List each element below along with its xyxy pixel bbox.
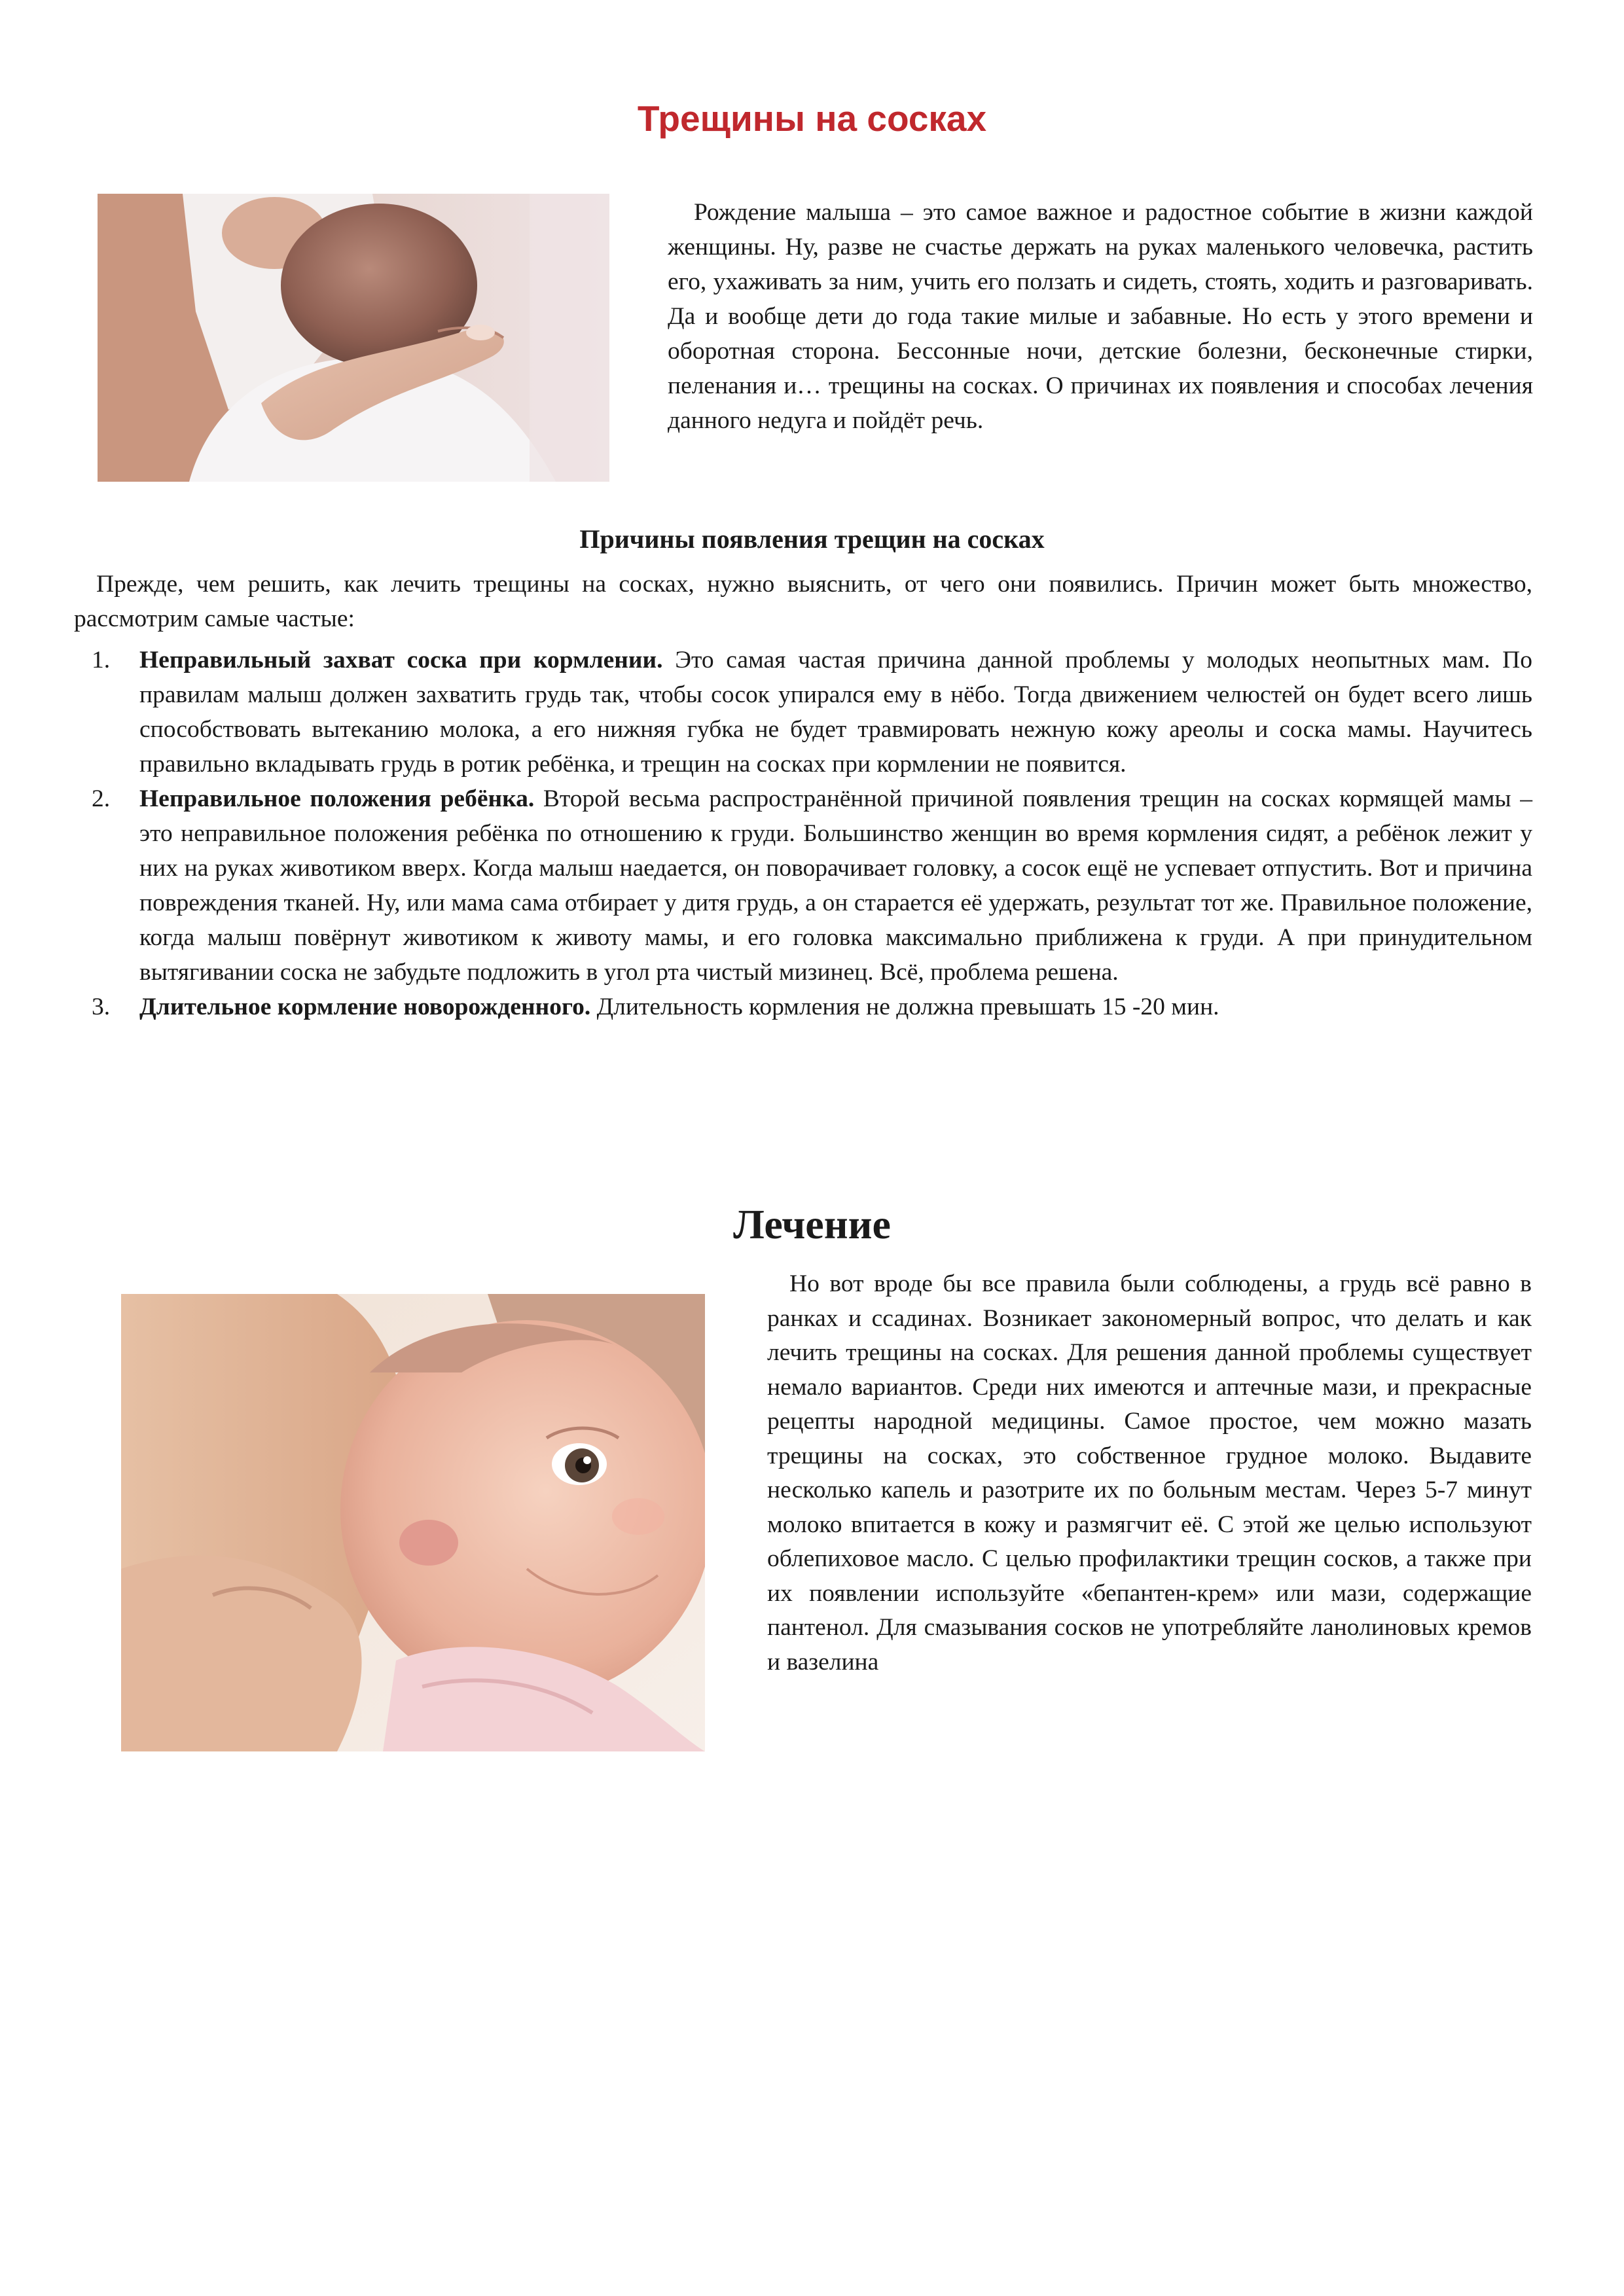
list-item-number: 1. xyxy=(92,647,111,673)
treatment-heading: Лечение xyxy=(733,1201,891,1247)
mother-holding-baby-photo xyxy=(98,194,609,482)
list-item-text: Второй весьма распространённой причиной появления трещин на сосках кормящей мамы – это неправильное положения ребёнка по отношению к груди. Большинство женщин во время кормления сидят, а ребёнок лежит у них на руках животиком вверх. Когда малыш наедается, он поворачивает головку, а сосок ещё не успевает отпустить. Вот и причина повреждения тканей. Ну, или мама сама отбирает у дитя грудь, а он старается её удержать, результат тот же. Правильное положение, когда малыш повёрнут животиком к животу мамы, и его головка максимально приближена к груди. А при принудительном вытягивании соска не забудьте подложить в угол рта чистый мизинец. Всё, проблема решена. xyxy=(139,785,1532,986)
causes-lead: Прежде, чем решить, как лечить трещины на сосках, нужно выяснить, от чего они появились. Причин может быть множество, рассмотрим самые частые: xyxy=(74,571,1532,632)
list-item-title: Неправильное положения ребёнка. xyxy=(139,785,535,812)
causes-list xyxy=(74,643,1532,1024)
list-item-number: 2. xyxy=(92,785,111,812)
list-item-title: Длительное кормление новорожденного. xyxy=(139,994,591,1020)
list-item xyxy=(74,643,1532,781)
list-item-number: 3. xyxy=(92,994,111,1020)
list-item xyxy=(74,990,1532,1024)
treatment-paragraph: Но вот вроде бы все правила были соблюдены, а грудь всё равно в ранках и ссадинах. Возникает закономерный вопрос, что делать и как лечить трещины на сосках. Для решения данной проблемы существует немало вариантов. Среди них имеются и аптечные мази, и прекрасные рецепты народной медицины. Самое простое, чем можно мазать трещины на сосках, это собственное грудное молоко. Выдавите несколько капель и разотрите их по больным местам. Через 5-7 минут молоко впитается в кожу и размягчит её. С этой же целью используют облепиховое масло. С целью профилактики трещин сосков, а также при их появлении используйте «бепантен-крем» или мази, содержащие пантенол. Для смазывания сосков не употребляйте ланолиновых кремов и вазелина xyxy=(767,1270,1532,1676)
baby-breastfeeding-photo xyxy=(121,1294,705,1751)
intro-paragraph: Рождение малыша – это самое важное и радостное событие в жизни каждой женщины. Ну, разве не счастье держать на руках маленького человечка, растить его, ухаживать за ним, учить его ползать и сидеть, стоять, ходить и разговаривать. Да и вообще дети до года такие милые и забавные. Но есть у этого времени и оборотная сторона. Бессонные ночи, детские болезни, бесконечные стирки, пеленания и… трещины на сосках. О причинах их появления и способах лечения данного недуга и пойдёт речь. xyxy=(668,199,1533,434)
page-title: Трещины на сосках xyxy=(637,98,987,139)
list-item-title: Неправильный захват соска при кормлении. xyxy=(139,647,663,673)
list-item-text: Длительность кормления не должна превышать 15 -20 мин. xyxy=(590,994,1219,1020)
causes-heading: Причины появления трещин на сосках xyxy=(579,524,1045,554)
list-item-text: Это самая частая причина данной проблемы у молодых неопытных мам. По правилам малыш должен захватить грудь так, чтобы сосок упирался ему в нёбо. Тогда движением челюстей он будет всего лишь способствовать вытеканию молока, а его нижняя губка не будет травмировать нежную кожу ареолы и соска мамы. Научитесь правильно вкладывать грудь в ротик ребёнка, и трещин на сосках при кормлении не появится. xyxy=(139,647,1533,778)
list-item xyxy=(74,781,1532,990)
